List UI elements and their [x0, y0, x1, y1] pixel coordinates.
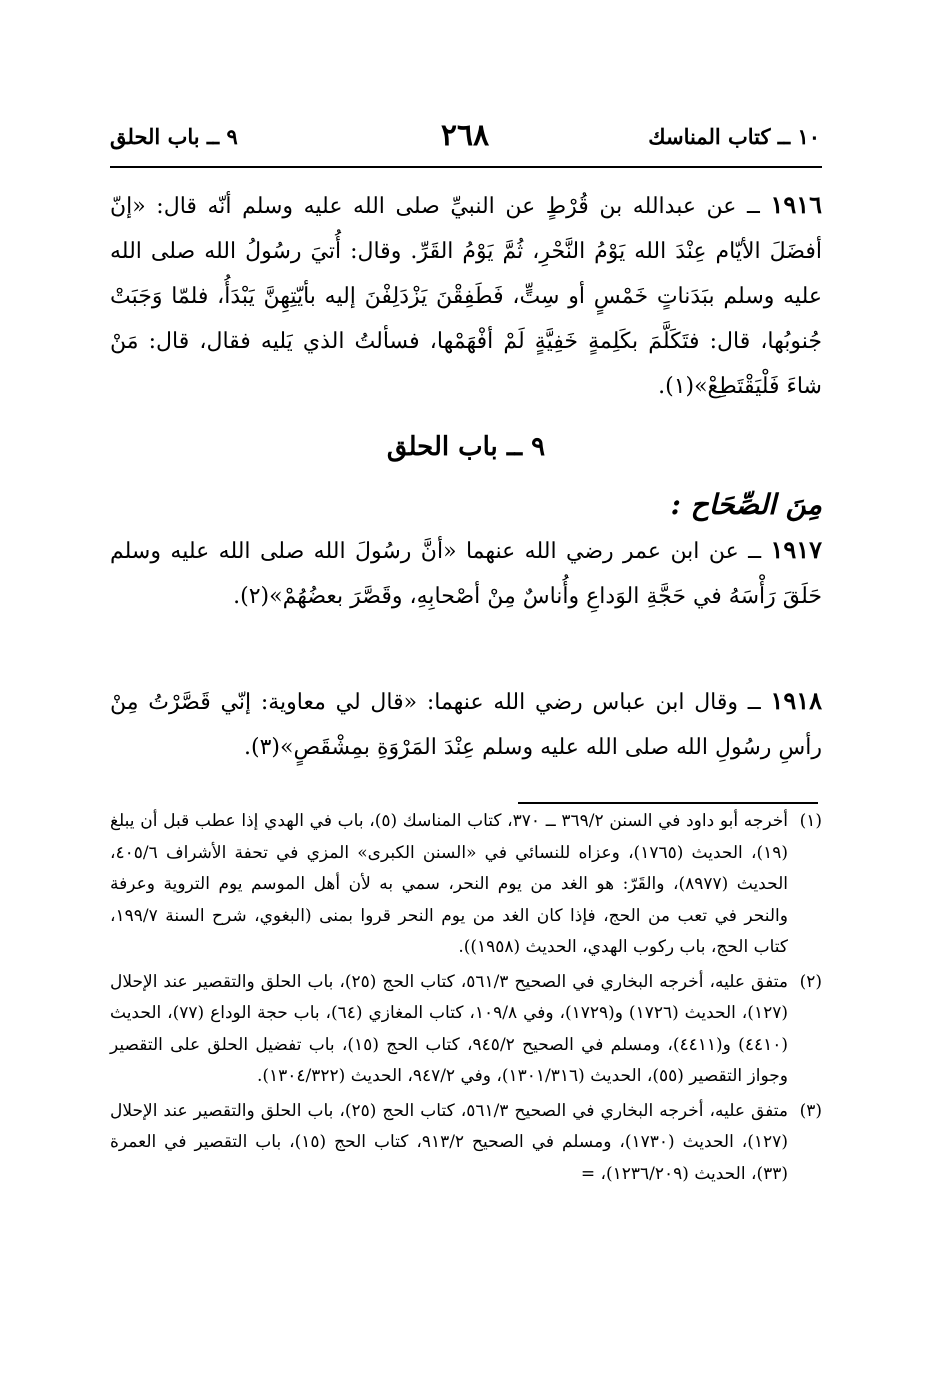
section-heading: ٩ ــ باب الحلق: [386, 432, 546, 462]
footnotes: [110, 806, 822, 1193]
footnote-number: (٢): [799, 971, 822, 992]
hadith-1918: [110, 678, 822, 770]
chapter-title: ١٠ ــ كتاب المناسك: [648, 124, 820, 149]
page-number: ٢٦٨: [440, 118, 490, 153]
source-label: مِنَ الصِّحَاح :: [670, 488, 822, 521]
hadith-text: ــ وقال ابن عباس رضي الله عنهما: «قال لي معاوية: إنّي قَصَّرْتُ مِنْ رأسِ رسُولِ الله صلى الله عليه وسلم عِنْدَ المَرْوَةِ بمِشْقَصٍ»(٣).: [110, 690, 822, 760]
footnote-3: [110, 1096, 822, 1191]
footnote-number: (٣): [799, 1100, 822, 1121]
hadith-number: ١٩١٦: [770, 190, 823, 219]
hadith-paragraph: [110, 678, 822, 770]
footnote-2: [110, 967, 822, 1093]
hadith-text: ــ عن ابن عمر رضي الله عنهما «أنَّ رسُولَ الله صلى الله عليه وسلم حَلَقَ رَأْسَهُ في حَجَّةِ الوَداعِ وأُناسٌ مِنْ أصْحابِهِ، وقَصَّرَ بعضُهُمْ»(٢).: [110, 539, 822, 609]
section-running-title: ٩ ــ باب الحلق: [110, 124, 238, 149]
hadith-text: ــ عن عبدالله بن قُرْطٍ عن النبيِّ صلى الله عليه وسلم أنّه قال: «إنّ أفضَلَ الأيّام عِنْدَ الله يَوْمُ النَّحْرِ، ثُمَّ يَوْمُ القَرِّ. وقال: أُتيَ رسُولُ الله صلى الله عليه وسلم ببَدَناتٍ خَمْسٍ أو سِتٍّ، فَطَفِقْنَ يَزْدَلِفْنَ إليه بأيّتِهِنَّ يَبْدَأُ، فلمّا وَجَبَتْ جُنوبُها، قال: فتَكَلَّمَ بكَلِمةٍ خَفِيَّةٍ لَمْ أفْهَمْها، فسألتُ الذي يَليه فقال، قال: مَنْ شاءَ فَلْيَقْتَطِعْ»(١).: [110, 194, 822, 399]
hadith-1917: [110, 527, 822, 619]
footnote-1: [110, 806, 822, 964]
header-rule: [110, 166, 822, 168]
page-header: [110, 118, 820, 158]
footnote-text: أخرجه أبو داود في السنن ٣٦٩/٢ ــ ٣٧٠، كتاب المناسك (٥)، باب في الهدي إذا عطب قبل أن يبلغ (١٩)، الحديث (١٧٦٥)، وعزاه للنسائي في «السنن الكبرى» المزي في تحفة الأشراف ٤٠٥/٦، الحديث (٨٩٧٧)، والقَرّ: هو الغد من يوم النحر، سمي به لأن أهل الموسم يوم التروية وعرفة والنحر في تعب من الحج، فإذا كان الغد من يوم النحر قروا بمنى (البغوي، شرح السنة ١٩٩/٧، كتاب الحج، باب ركوب الهدي، الحديث (١٩٥٨)).: [110, 811, 789, 957]
hadith-number: ١٩١٨: [770, 686, 822, 715]
hadith-number: ١٩١٧: [770, 535, 822, 564]
footnote-text: متفق عليه، أخرجه البخاري في الصحيح ٥٦١/٣، كتاب الحج (٢٥)، باب الحلق والتقصير عند الإحلال (١٢٧)، الحديث (١٧٢٦) و(١٧٢٩)، وفي ١٠٩/٨، كتاب المغازي (٦٤)، باب حجة الوداع (٧٧)، الحديث (٤٤١٠) و(٤٤١١)، ومسلم في الصحيح ٩٤٥/٢، كتاب الحج (١٥)، باب تفضيل الحلق على التقصير وجواز التقصير (٥٥)، الحديث (١٣٠١/٣١٦)، وفي ٩٤٧/٢، الحديث (١٣٠٤/٣٢٢).: [110, 971, 788, 1086]
hadith-1916: [110, 182, 822, 409]
footnote-rule: [518, 802, 818, 804]
hadith-paragraph: [110, 182, 822, 409]
hadith-paragraph: [110, 527, 822, 619]
footnote-number: (١): [799, 811, 822, 831]
footnote-text: متفق عليه، أخرجه البخاري في الصحيح ٥٦١/٣، كتاب الحج (٢٥)، باب الحلق والتقصير عند الإحلال (١٢٧)، الحديث (١٧٣٠)، ومسلم في الصحيح ٩١٣/٢، كتاب الحج (١٥)، باب التقصير في العمرة (٣٣)، الحديث (١٢٣٦/٢٠٩)، =: [110, 1100, 788, 1184]
